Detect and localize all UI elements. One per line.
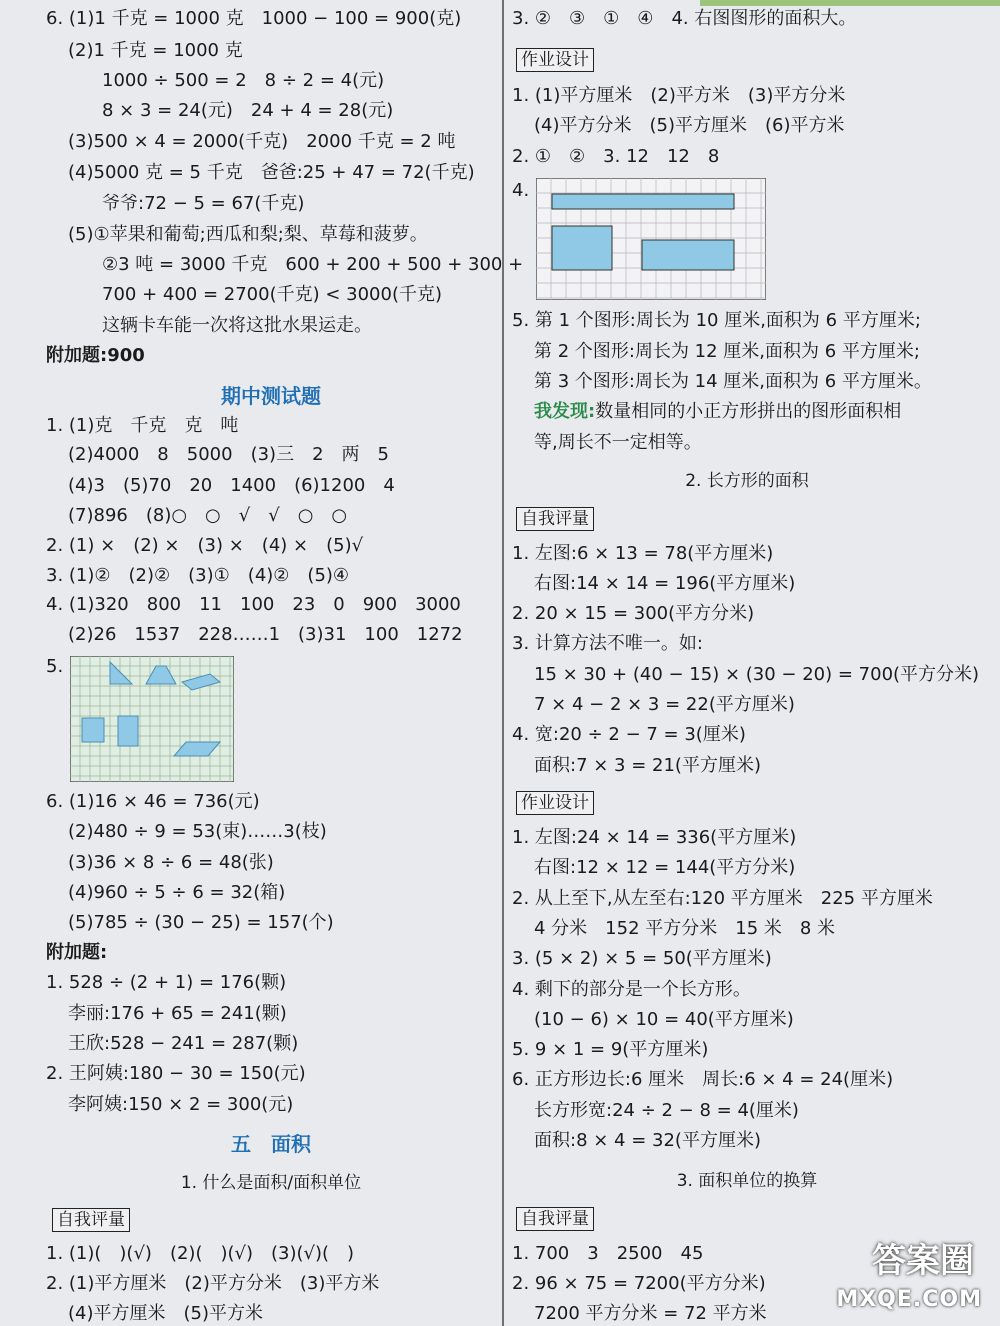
answer-line: (2)26 1537 228……1 (3)31 100 1272 [68,624,463,645]
answer-line: 15 × 30 + (40 − 15) × (30 − 20) = 700(平方分米) [534,664,980,685]
answer-line: 1. 528 ÷ (2 + 1) = 176(颗) [46,972,287,993]
answer-line: 3. (1)② (2)② (3)① (4)② (5)④ [46,565,350,586]
answer-line: (4)5000 克 = 5 千克 爸爸:25 + 47 = 72(千克) [68,162,475,183]
unit-title: 五 面积 [231,1132,311,1156]
rectangle-shape [552,226,612,270]
answer-line: 6. (1)16 × 46 = 736(元) [46,791,260,812]
discover-label: 我发现: [534,401,596,422]
self-eval-label: 自我评量 [516,507,594,531]
answer-line: 李丽:176 + 65 = 241(颗) [68,1003,287,1024]
answer-line: 6. (1)1 千克 = 1000 克 1000 − 100 = 900(克) [46,8,462,29]
answer-line: (7)896 (8)○ ○ √ √ ○ ○ [68,505,348,526]
answer-line: (5)785 ÷ (30 − 25) = 157(个) [68,912,334,933]
bonus-label: 附加题: [46,942,108,963]
answer-line: 长方形宽:24 ÷ 2 − 8 = 4(厘米) [534,1100,799,1121]
self-eval-label: 自我评量 [516,1207,594,1231]
discover-line [534,401,901,423]
answer-line: 2. (1)平方厘米 (2)平方分米 (3)平方米 [46,1273,380,1294]
section-title: 1. 什么是面积/面积单位 [180,1173,362,1193]
answer-line: (10 − 6) × 10 = 40(平方厘米) [534,1009,794,1030]
answer-line: (2)4000 8 5000 (3)三 2 两 5 [68,444,389,465]
answer-line: ②3 吨 = 3000 千克 600 + 200 + 500 + 300 + [102,254,524,275]
answer-line: 4. 剩下的部分是一个长方形。 [512,979,751,1000]
answer-line: 李阿姨:150 × 2 = 300(元) [68,1094,294,1115]
answer-line: 6. 正方形边长:6 厘米 周长:6 × 4 = 24(厘米) [512,1069,894,1090]
answer-line: 5. 9 × 1 = 9(平方厘米) [512,1039,709,1060]
watermark-site: MXQE.COM [836,1287,982,1312]
answer-line: (4)平方分米 (5)平方厘米 (6)平方米 [534,115,845,136]
midterm-grid-figure [70,656,234,782]
bonus-answer: 附加题:900 [46,345,145,366]
answer-line: 1000 ÷ 500 = 2 8 ÷ 2 = 4(元) [102,70,385,91]
answer-line: (3)36 × 8 ÷ 6 = 48(张) [68,852,274,873]
answer-line: (4)3 (5)70 20 1400 (6)1200 4 [68,475,395,496]
answer-line: 3. (5 × 2) × 5 = 50(平方厘米) [512,948,772,969]
answer-line: 1. 700 3 2500 45 [512,1243,704,1264]
answer-line: 第 2 个图形:周长为 12 厘米,面积为 6 平方厘米; [534,341,920,362]
rectangle-shape [642,240,734,270]
rectangle-shape [552,194,734,209]
answer-line: 4 分米 152 平方分米 15 米 8 米 [534,918,836,939]
answer-line: 4. [512,180,530,201]
site-watermark [820,1241,992,1320]
answer-line: 右图:12 × 12 = 144(平方分米) [534,857,796,878]
answer-line: 2. 20 × 15 = 300(平方分米) [512,603,755,624]
answer-line: 面积:7 × 3 = 21(平方厘米) [534,755,761,776]
column-divider [502,0,504,1326]
answer-line: 1. 左图:6 × 13 = 78(平方厘米) [512,543,774,564]
answer-line: (2)1 千克 = 1000 克 [68,40,243,61]
answer-line: 7 × 4 − 2 × 3 = 22(平方厘米) [534,694,795,715]
answer-line: 第 3 个图形:周长为 14 厘米,面积为 6 平方厘米。 [534,371,932,392]
answer-line: (3)500 × 4 = 2000(千克) 2000 千克 = 2 吨 [68,131,456,152]
answer-line: 1. 左图:24 × 14 = 336(平方厘米) [512,827,797,848]
answer-line: 1. (1)平方厘米 (2)平方米 (3)平方分米 [512,85,846,106]
answer-line: 王欣:528 − 241 = 287(颗) [68,1033,299,1054]
answer-line: 这辆卡车能一次将这批水果运走。 [102,315,372,336]
answer-line: 面积:8 × 4 = 32(平方厘米) [534,1130,761,1151]
answer-line: 2. 96 × 75 = 7200(平方分米) [512,1273,766,1294]
answer-line: (4)平方厘米 (5)平方米 [68,1303,263,1324]
homework-label: 作业设计 [516,48,594,72]
square-shape [82,718,104,742]
answer-line: 2. (1) × (2) × (3) × (4) × (5)√ [46,535,364,556]
answer-line: (5)①苹果和葡萄;西瓜和梨;梨、草莓和菠萝。 [68,224,428,245]
answer-line: (2)480 ÷ 9 = 53(束)……3(枝) [68,821,327,842]
answer-line: (4)960 ÷ 5 ÷ 6 = 32(箱) [68,882,286,903]
rectangle-shape [118,716,138,746]
answer-line: 1. (1)( )(√) (2)( )(√) (3)(√)( ) [46,1243,355,1264]
homework-label: 作业设计 [516,791,594,815]
midterm-title: 期中测试题 [221,384,321,408]
self-eval-label: 自我评量 [52,1208,130,1232]
answer-line: 右图:14 × 14 = 196(平方厘米) [534,573,796,594]
answer-line: 1. (1)克 千克 克 吨 [46,415,239,436]
section-title: 2. 长方形的面积 [685,471,809,491]
answer-line: 7200 平方分米 = 72 平方米 [534,1303,767,1324]
answer-line: 等,周长不一定相等。 [534,432,702,453]
answer-line: 2. ① ② 3. 12 12 8 [512,146,720,167]
answer-line: 4. 宽:20 ÷ 2 − 7 = 3(厘米) [512,724,746,745]
answer-line: 3. ② ③ ① ④ 4. 右图图形的面积大。 [512,8,857,29]
top-decoration [700,0,1000,6]
watermark-logo-text: 答案圈 [872,1241,974,1281]
answer-line: 5. [46,656,64,677]
answer-line: 5. 第 1 个图形:周长为 10 厘米,面积为 6 平方厘米; [512,310,921,331]
discover-text: 数量相同的小正方形拼出的图形面积相 [595,401,902,422]
answer-line: 4. (1)320 800 11 100 23 0 900 3000 [46,594,461,615]
answer-line: 爷爷:72 − 5 = 67(千克) [102,193,305,214]
answer-line: 2. 从上至下,从左至右:120 平方厘米 225 平方厘米 [512,888,933,909]
answer-line: 3. 计算方法不唯一。如: [512,633,703,654]
answer-line: 8 × 3 = 24(元) 24 + 4 = 28(元) [102,100,394,121]
section-title: 3. 面积单位的换算 [676,1171,818,1191]
hw-grid-figure [536,178,766,300]
answer-line: 700 + 400 = 2700(千克) < 3000(千克) [102,284,442,305]
answer-line: 2. 王阿姨:180 − 30 = 150(元) [46,1063,306,1084]
